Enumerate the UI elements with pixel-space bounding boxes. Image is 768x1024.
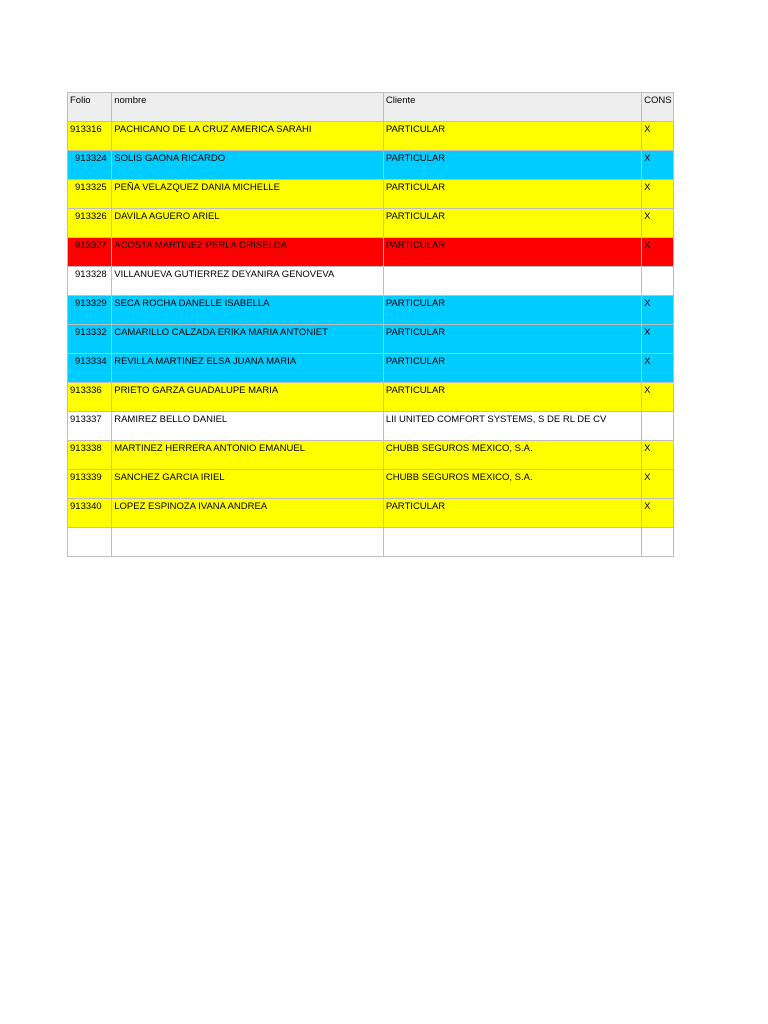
cell-nombre: LOPEZ ESPINOZA IVANA ANDREA <box>112 499 384 528</box>
table-row <box>68 151 674 180</box>
cell-nombre: REVILLA MARTINEZ ELSA JUANA MARIA <box>112 354 384 383</box>
cell-cons <box>642 412 674 441</box>
cell-cliente: PARTICULAR <box>383 238 641 267</box>
cell-cons: X <box>642 209 674 238</box>
cell-cons: X <box>642 180 674 209</box>
cell-nombre: CAMARILLO CALZADA ERIKA MARIA ANTONIET <box>112 325 384 354</box>
table-row <box>68 528 674 557</box>
cell-cons <box>642 528 674 557</box>
cell-cliente: CHUBB SEGUROS MEXICO, S.A. <box>383 441 641 470</box>
header-nombre: nombre <box>112 93 384 122</box>
cell-folio: 913324 <box>68 151 112 180</box>
cell-nombre: ACOSTA MARTINEZ PERLA GRISELDA <box>112 238 384 267</box>
cell-cliente: PARTICULAR <box>383 499 641 528</box>
cell-cons: X <box>642 296 674 325</box>
cell-nombre: PEÑA VELAZQUEZ DANIA MICHELLE <box>112 180 384 209</box>
cell-cons: X <box>642 383 674 412</box>
table-row <box>68 122 674 151</box>
cell-folio: 913336 <box>68 383 112 412</box>
cell-cliente: LII UNITED COMFORT SYSTEMS, S DE RL DE CV <box>383 412 641 441</box>
header-row <box>68 93 674 122</box>
header-folio: Folio <box>68 93 112 122</box>
cell-cliente <box>383 528 641 557</box>
cell-cliente: PARTICULAR <box>383 325 641 354</box>
cell-cliente: PARTICULAR <box>383 180 641 209</box>
cell-nombre: PRIETO GARZA GUADALUPE MARIA <box>112 383 384 412</box>
cell-cons: X <box>642 122 674 151</box>
cell-cons: X <box>642 499 674 528</box>
table-row <box>68 441 674 470</box>
cell-cliente <box>383 267 641 296</box>
cell-cliente: PARTICULAR <box>383 296 641 325</box>
cell-cons: X <box>642 238 674 267</box>
table-row <box>68 180 674 209</box>
cell-folio <box>68 528 112 557</box>
table-row <box>68 470 674 499</box>
header-cons: CONS <box>642 93 674 122</box>
cell-folio: 913340 <box>68 499 112 528</box>
cell-nombre: SANCHEZ GARCIA IRIEL <box>112 470 384 499</box>
cell-folio: 913329 <box>68 296 112 325</box>
cell-folio: 913325 <box>68 180 112 209</box>
cell-cons: X <box>642 151 674 180</box>
cell-folio: 913334 <box>68 354 112 383</box>
cell-folio: 913316 <box>68 122 112 151</box>
cell-cons: X <box>642 325 674 354</box>
cell-folio: 913337 <box>68 412 112 441</box>
cell-nombre: VILLANUEVA GUTIERREZ DEYANIRA GENOVEVA <box>112 267 384 296</box>
table-row <box>68 296 674 325</box>
table-row <box>68 412 674 441</box>
cell-cliente: CHUBB SEGUROS MEXICO, S.A. <box>383 470 641 499</box>
cell-cons: X <box>642 441 674 470</box>
cell-nombre: RAMIREZ BELLO DANIEL <box>112 412 384 441</box>
cell-cons <box>642 267 674 296</box>
table-row <box>68 383 674 412</box>
cell-folio: 913338 <box>68 441 112 470</box>
cell-folio: 913332 <box>68 325 112 354</box>
header-cliente: Cliente <box>383 93 641 122</box>
cell-nombre: PACHICANO DE LA CRUZ AMERICA SARAHI <box>112 122 384 151</box>
cell-folio: 913339 <box>68 470 112 499</box>
cell-nombre: SECA ROCHA DANELLE ISABELLA <box>112 296 384 325</box>
table-row <box>68 267 674 296</box>
table-row <box>68 354 674 383</box>
cell-folio: 913328 <box>68 267 112 296</box>
spreadsheet-page <box>67 92 674 557</box>
table-body <box>68 122 674 557</box>
cell-cliente: PARTICULAR <box>383 209 641 238</box>
cell-cliente: PARTICULAR <box>383 151 641 180</box>
cell-folio: 913326 <box>68 209 112 238</box>
cell-cons: X <box>642 354 674 383</box>
cell-cliente: PARTICULAR <box>383 383 641 412</box>
cell-folio: 913327 <box>68 238 112 267</box>
cell-nombre <box>112 528 384 557</box>
cell-cons: X <box>642 470 674 499</box>
cell-nombre: DAVILA AGUERO ARIEL <box>112 209 384 238</box>
cell-nombre: SOLIS GAONA RICARDO <box>112 151 384 180</box>
cell-cliente: PARTICULAR <box>383 122 641 151</box>
cell-cliente: PARTICULAR <box>383 354 641 383</box>
table-row <box>68 325 674 354</box>
table-row <box>68 209 674 238</box>
table-row <box>68 238 674 267</box>
table-row <box>68 499 674 528</box>
records-table <box>67 92 674 557</box>
cell-nombre: MARTINEZ HERRERA ANTONIO EMANUEL <box>112 441 384 470</box>
